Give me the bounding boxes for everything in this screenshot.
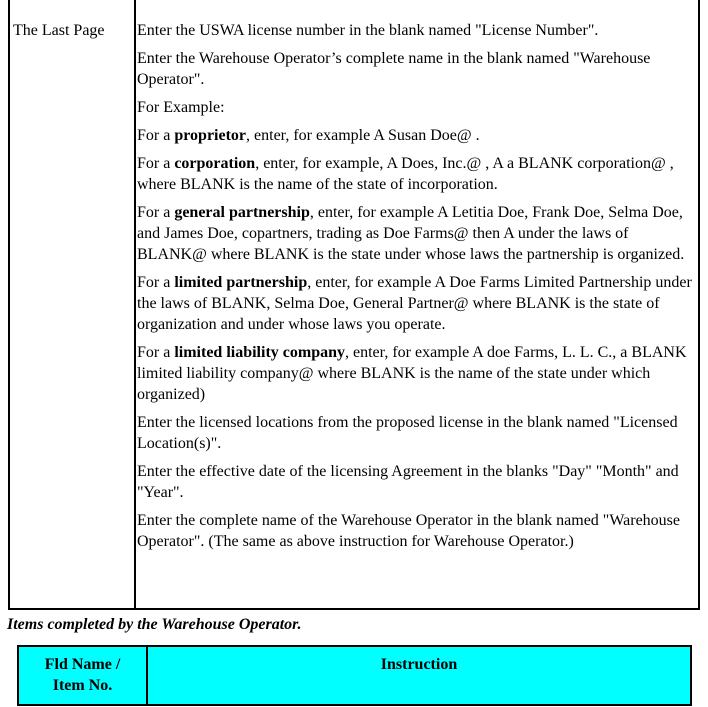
field-instruction-table-header: [17, 645, 692, 706]
instruction-paragraph: Enter the Warehouse Operator’s complete name in the blank named "Warehouse Operator".: [137, 50, 651, 88]
row-label: The Last Page: [13, 22, 105, 39]
instruction-cell: [136, 0, 698, 608]
instruction-paragraph: For a limited liability company, enter, for example A doe Farms, L. L. C., a BLANK limited liability company@ where BLANK is the name of the state under which organized): [137, 344, 687, 403]
instruction-paragraph: Enter the licensed locations from the proposed license in the blank named "Licensed Location(s)".: [137, 414, 678, 452]
instruction-paragraph: For a corporation, enter, for example, A Does, Inc.@ , A a BLANK corporation@ , where BLANK is the name of the state of incorporation.: [137, 155, 674, 193]
instruction-paragraph: Enter the effective date of the licensing Agreement in the blanks "Day" "Month" and "Year".: [137, 463, 679, 501]
instruction-paragraph: For a proprietor, enter, for example A Susan Doe@ .: [137, 127, 480, 144]
header-field-name-line2: Item No.: [52, 677, 113, 694]
instruction-paragraph: For a limited partnership, enter, for example A Doe Farms Limited Partnership under the laws of BLANK, Selma Doe, General Partner@ where BLANK is the state of organization and under whose laws you operate.: [137, 274, 692, 333]
row-label-cell: [10, 0, 136, 608]
section-heading: Items completed by the Warehouse Operator.: [7, 616, 302, 633]
instruction-paragraph: Enter the USWA license number in the blank named "License Number".: [137, 22, 599, 39]
header-field-name-line1: Fld Name /: [44, 656, 121, 673]
header-field-name: [19, 647, 148, 704]
instruction-paragraph: For a general partnership, enter, for example A Letitia Doe, Frank Doe, Selma Doe, and James Doe, copartners, trading as Doe Farms@ then A under the laws of BLANK@ where BLANK is the state under whose laws the partnership is organized.: [137, 204, 685, 263]
instruction-paragraph: Enter the complete name of the Warehouse Operator in the blank named "Warehouse Operator". (The same as above instruction for Warehouse Operator.): [137, 512, 681, 550]
instruction-table: [8, 0, 700, 610]
instruction-paragraph: For Example:: [137, 99, 225, 116]
header-instruction: Instruction: [380, 656, 458, 673]
